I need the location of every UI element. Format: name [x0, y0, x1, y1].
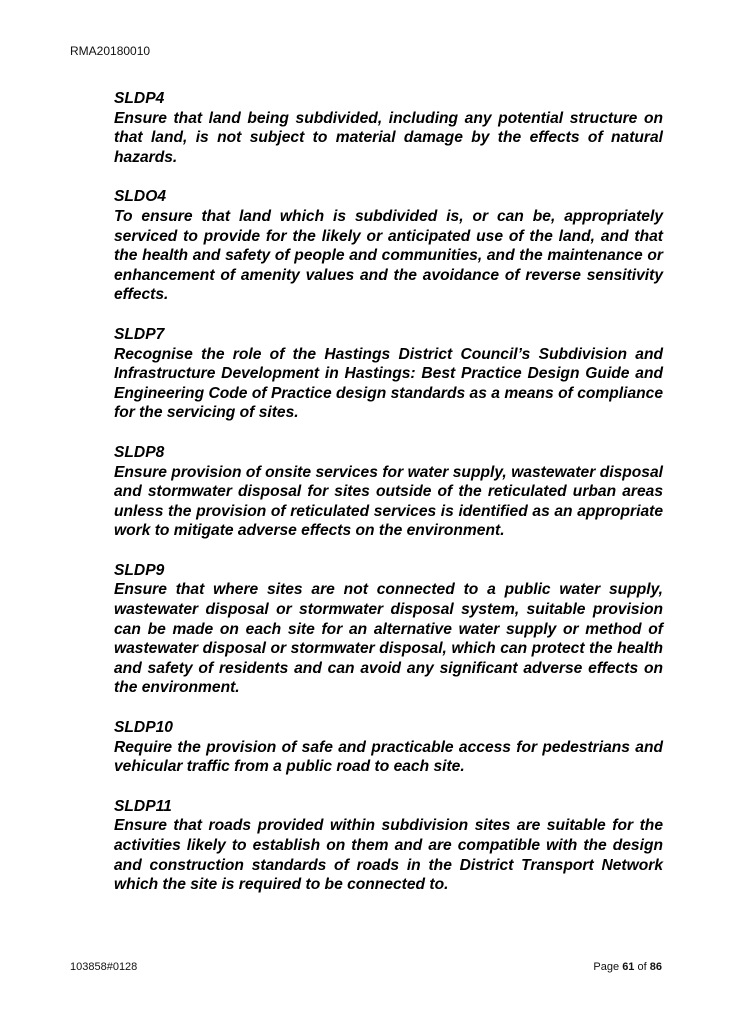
policy-text: Ensure that land being subdivided, including any potential structure on that land, is not subject to material damage by the effects of natural hazards. [114, 109, 663, 166]
document-id: 103858#0128 [70, 961, 138, 973]
policy-code: SLDP11 [114, 797, 172, 815]
policy-sldp4 [114, 89, 663, 167]
policy-text: Ensure that where sites are not connected to a public water supply, wastewater disposal or stormwater disposal system, suitable provision can be made on each site for an alternative water supply or method of wastewater disposal or stormwater disposal, which can protect the health and safety of residents and can avoid any significant adverse effects on the environment. [114, 581, 663, 697]
policy-text: Ensure that roads provided within subdivision sites are suitable for the activities likely to establish on them and are compatible with the design and construction standards of roads in the District Transport Network which the site is required to be connected to. [114, 817, 663, 894]
policy-code: SLDP9 [114, 561, 165, 579]
policy-text: To ensure that land which is subdivided is, or can be, appropriately serviced to provide for the likely or anticipated use of the land, and that the health and safety of people and communities, and the maintenance or enhancement of amenity values and the avoidance of reverse sensitivity effects. [114, 207, 663, 304]
document-reference: RMA20180010 [70, 44, 151, 58]
policy-code: SLDP10 [114, 719, 173, 737]
policy-list [114, 89, 663, 915]
page-prefix: Page [593, 961, 620, 973]
page-number [593, 961, 662, 973]
policy-text: Require the provision of safe and practicable access for pedestrians and vehicular traffic from a public road to each site. [114, 738, 663, 776]
policy-sldp10 [114, 718, 663, 777]
policy-code: SLDP7 [114, 325, 165, 343]
page-current: 61 [622, 961, 635, 973]
policy-code: SLDP8 [114, 443, 165, 461]
policy-sldp7 [114, 325, 663, 423]
policy-sldp11 [114, 797, 663, 895]
policy-code: SLDO4 [114, 188, 166, 206]
policy-sldp9 [114, 561, 663, 698]
page-of: of [637, 961, 647, 973]
policy-text: Recognise the role of the Hastings District Council’s Subdivision and Infrastructure Development in Hastings: Best Practice Design Guide and Engineering Code of Practice design standards as a means of compliance for the servicing of sites. [114, 345, 663, 422]
policy-sldp8 [114, 443, 663, 541]
policy-code: SLDP4 [114, 90, 165, 107]
page-total: 86 [649, 961, 662, 973]
policy-text: Ensure provision of onsite services for water supply, wastewater disposal and stormwater disposal for sites outside of the reticulated urban areas unless the provision of reticulated services is identified as an appropriate work to mitigate adverse effects on the environment. [114, 463, 663, 540]
policy-sldo4 [114, 187, 663, 305]
